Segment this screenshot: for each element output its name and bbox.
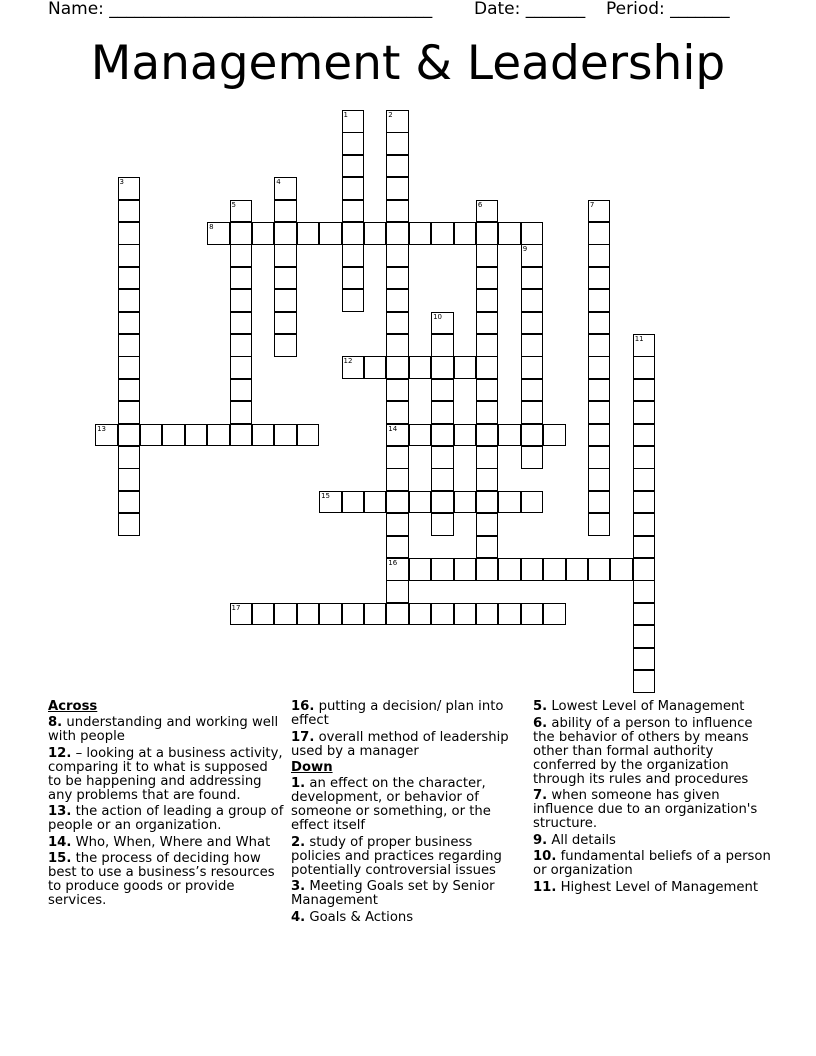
crossword-cell[interactable] [431, 356, 454, 379]
crossword-cell[interactable] [230, 289, 253, 312]
crossword-cell[interactable] [588, 334, 611, 357]
cell-number: 17 [231, 603, 241, 612]
crossword-cell[interactable] [521, 222, 544, 245]
crossword-cell[interactable] [633, 558, 656, 581]
crossword-cell[interactable] [476, 491, 499, 514]
crossword-cell[interactable] [498, 603, 521, 626]
crossword-cell[interactable] [543, 558, 566, 581]
down-heading: Down [291, 760, 333, 775]
crossword-cell[interactable] [476, 244, 499, 267]
crossword-cell[interactable] [386, 603, 409, 626]
crossword-cell[interactable] [342, 200, 365, 223]
crossword-cell[interactable] [476, 222, 499, 245]
crossword-cell[interactable] [230, 267, 253, 290]
crossword-cell[interactable] [431, 312, 454, 335]
date-field-label: Date: _______ [474, 0, 586, 19]
clue-down-2: 2. study of proper business policies and practices regarding potentially controversial issues [291, 834, 502, 878]
crossword-cell[interactable] [521, 603, 544, 626]
clue-down-10: 10. fundamental beliefs of a person or organization [533, 849, 771, 878]
crossword-cell[interactable] [588, 446, 611, 469]
crossword-cell[interactable] [297, 603, 320, 626]
crossword-cell[interactable] [342, 289, 365, 312]
crossword-cell[interactable] [633, 648, 656, 671]
crossword-cell[interactable] [342, 267, 365, 290]
crossword-cell[interactable] [252, 424, 275, 447]
crossword-cell[interactable] [342, 177, 365, 200]
crossword-cell[interactable] [386, 155, 409, 178]
crossword-cell[interactable] [409, 603, 432, 626]
crossword-cell[interactable] [364, 356, 387, 379]
crossword-cell[interactable] [521, 424, 544, 447]
crossword-cell[interactable] [386, 536, 409, 559]
crossword-cell[interactable] [454, 491, 477, 514]
crossword-cell[interactable] [476, 379, 499, 402]
name-field-label: Name: ______________________________________ [48, 0, 433, 19]
crossword-cell[interactable] [588, 200, 611, 223]
crossword-cell[interactable] [386, 446, 409, 469]
crossword-cell[interactable] [118, 379, 141, 402]
cell-number: 5 [231, 200, 236, 209]
clue-down-1: 1. an effect on the character, development, or behavior of someone or something, or the effect itself [291, 776, 491, 833]
crossword-cell[interactable] [498, 424, 521, 447]
crossword-cell[interactable] [118, 289, 141, 312]
clue-down-7: 7. when someone has given influence due to an organization's structure. [533, 788, 758, 831]
clue-column-3 [533, 700, 773, 897]
crossword-cell[interactable] [409, 491, 432, 514]
crossword-cell[interactable] [431, 468, 454, 491]
crossword-cell[interactable] [543, 424, 566, 447]
clue-across-13: 13. the action of leading a group of people or an organization. [48, 804, 284, 833]
cell-number: 16 [388, 559, 398, 567]
crossword-cell[interactable] [454, 356, 477, 379]
crossword-cell[interactable] [431, 513, 454, 536]
crossword-cell[interactable] [386, 334, 409, 357]
crossword-cell[interactable] [140, 424, 163, 447]
clue-across-8: 8. understanding and working well with people [48, 715, 279, 744]
crossword-cell[interactable] [274, 267, 297, 290]
crossword-cell[interactable] [633, 424, 656, 447]
crossword-cell[interactable] [342, 222, 365, 245]
crossword-cell[interactable] [409, 558, 432, 581]
crossword-cell[interactable] [118, 356, 141, 379]
cell-number: 13 [97, 424, 107, 433]
crossword-cell[interactable] [431, 603, 454, 626]
crossword-cell[interactable] [230, 244, 253, 267]
cell-number: 6 [477, 200, 483, 209]
crossword-cell[interactable] [386, 513, 409, 536]
crossword-cell[interactable] [521, 244, 544, 267]
crossword-cell[interactable] [386, 200, 409, 223]
crossword-cell[interactable] [588, 401, 611, 424]
cell-number: 8 [209, 223, 214, 231]
crossword-cell[interactable] [521, 289, 544, 312]
crossword-cell[interactable] [521, 312, 544, 335]
crossword-cell[interactable] [431, 401, 454, 424]
crossword-cell[interactable] [386, 424, 409, 447]
clue-down-11: 11. Highest Level of Management [533, 879, 759, 895]
crossword-cell[interactable] [274, 312, 297, 335]
crossword-cell[interactable] [364, 603, 387, 626]
crossword-cell[interactable] [319, 603, 342, 626]
clue-across-17: 17. overall method of leadership used by a manager [291, 729, 509, 759]
crossword-cell[interactable] [476, 312, 499, 335]
cell-number: 14 [388, 424, 398, 433]
crossword-cell[interactable] [633, 334, 656, 357]
crossword-cell[interactable] [610, 558, 633, 581]
crossword-cell[interactable] [118, 244, 141, 267]
crossword-cell[interactable] [95, 424, 118, 447]
crossword-cell[interactable] [521, 491, 544, 514]
crossword-cell[interactable] [588, 424, 611, 447]
crossword-cell[interactable] [342, 132, 365, 155]
crossword-cell[interactable] [566, 558, 589, 581]
crossword-cell[interactable] [588, 356, 611, 379]
crossword-cell[interactable] [386, 491, 409, 514]
crossword-cell[interactable] [431, 222, 454, 245]
crossword-cell[interactable] [633, 446, 656, 469]
crossword-cell[interactable] [431, 491, 454, 514]
crossword-cell[interactable] [633, 379, 656, 402]
clue-down-4: 4. Goals & Actions [291, 909, 414, 925]
crossword-cell[interactable] [342, 244, 365, 267]
cell-number: 7 [589, 200, 595, 209]
crossword-cell[interactable] [476, 267, 499, 290]
crossword-cell[interactable] [588, 289, 611, 312]
crossword-cell[interactable] [118, 267, 141, 290]
page-title: Management & Leadership [90, 36, 726, 91]
cell-number: 4 [276, 178, 281, 187]
crossword-cell[interactable] [118, 222, 141, 245]
crossword-cell[interactable] [118, 424, 141, 447]
crossword-cell[interactable] [521, 446, 544, 469]
cell-number: 15 [321, 491, 331, 500]
crossword-cell[interactable] [162, 424, 185, 447]
crossword-cell[interactable] [521, 401, 544, 424]
crossword-cell[interactable] [409, 222, 432, 245]
crossword-cell[interactable] [342, 356, 365, 379]
crossword-cell[interactable] [521, 379, 544, 402]
clue-across-16: 16. putting a decision/ plan into effect [291, 699, 504, 728]
crossword-cell[interactable] [633, 491, 656, 514]
crossword-cell[interactable] [118, 468, 141, 491]
crossword-cell[interactable] [454, 424, 477, 447]
cell-number: 12 [343, 357, 353, 366]
crossword-cell[interactable] [476, 200, 499, 223]
crossword-cell[interactable] [476, 289, 499, 312]
crossword-cell[interactable] [319, 222, 342, 245]
crossword-cell[interactable] [588, 312, 611, 335]
clue-column-1 [48, 700, 284, 911]
crossword-cell[interactable] [498, 491, 521, 514]
crossword-cell[interactable] [118, 401, 141, 424]
clue-across-14: 14. Who, When, Where and What [48, 834, 271, 850]
crossword-cell[interactable] [364, 222, 387, 245]
crossword-cell[interactable] [476, 356, 499, 379]
crossword-cell[interactable] [274, 177, 297, 200]
crossword-cell[interactable] [207, 424, 230, 447]
crossword-cell[interactable] [297, 222, 320, 245]
clue-down-3: 3. Meeting Goals set by Senior Management [291, 879, 495, 908]
crossword-cell[interactable] [274, 603, 297, 626]
crossword-cell[interactable] [476, 334, 499, 357]
clue-column-2 [291, 700, 525, 927]
crossword-cell[interactable] [319, 491, 342, 514]
crossword-cell[interactable] [633, 580, 656, 603]
crossword-cell[interactable] [230, 356, 253, 379]
crossword-cell[interactable] [521, 334, 544, 357]
crossword-cell[interactable] [386, 289, 409, 312]
crossword-cell[interactable] [386, 222, 409, 245]
crossword-cell[interactable] [274, 222, 297, 245]
crossword-cell[interactable] [498, 558, 521, 581]
crossword-cell[interactable] [274, 424, 297, 447]
crossword-cell[interactable] [386, 468, 409, 491]
cell-number: 11 [634, 335, 644, 343]
clue-down-5: 5. Lowest Level of Management [533, 699, 745, 714]
crossword-cell[interactable] [454, 222, 477, 245]
crossword-cell[interactable] [588, 513, 611, 536]
crossword-cell[interactable] [274, 244, 297, 267]
crossword-cell[interactable] [498, 222, 521, 245]
crossword-cell[interactable] [431, 558, 454, 581]
crossword-cell[interactable] [386, 244, 409, 267]
crossword-cell[interactable] [521, 267, 544, 290]
crossword-cell[interactable] [386, 580, 409, 603]
crossword-cell[interactable] [588, 379, 611, 402]
cell-number: 2 [388, 111, 393, 119]
cell-number: 1 [343, 111, 348, 119]
crossword-cell[interactable] [588, 558, 611, 581]
clue-down-6: 6. ability of a person to influence the behavior of others by means other than formal authority conferred by the organization through its rules and procedures [533, 715, 753, 787]
crossword-cell[interactable] [386, 177, 409, 200]
crossword-cell[interactable] [230, 379, 253, 402]
crossword-cell[interactable] [230, 401, 253, 424]
crossword-cell[interactable] [454, 558, 477, 581]
crossword-cell[interactable] [386, 312, 409, 335]
crossword-cell[interactable] [386, 110, 409, 133]
crossword-cell[interactable] [185, 424, 208, 447]
period-field-label: Period: _______ [606, 0, 730, 19]
clue-across-12: 12. – looking at a business activity, comparing it to what is supposed to be happening and addressing any problems that are found. [48, 745, 283, 803]
crossword-cell[interactable] [633, 513, 656, 536]
crossword-cell[interactable] [409, 356, 432, 379]
crossword-cell[interactable] [274, 289, 297, 312]
crossword-cell[interactable] [633, 625, 656, 648]
crossword-cell[interactable] [588, 244, 611, 267]
crossword-cell[interactable] [476, 558, 499, 581]
crossword-cell[interactable] [118, 334, 141, 357]
crossword-cell[interactable] [588, 468, 611, 491]
crossword-cell[interactable] [118, 446, 141, 469]
crossword-cell[interactable] [274, 334, 297, 357]
crossword-cell[interactable] [633, 603, 656, 626]
crossword-cell[interactable] [252, 603, 275, 626]
crossword-cell[interactable] [118, 177, 141, 200]
crossword-cell[interactable] [118, 312, 141, 335]
crossword-cell[interactable] [454, 603, 477, 626]
crossword-cell[interactable] [118, 491, 141, 514]
cell-number: 9 [522, 245, 528, 254]
crossword-cell[interactable] [476, 513, 499, 536]
crossword-cell[interactable] [230, 603, 253, 626]
crossword-cell[interactable] [386, 558, 409, 581]
crossword-cell[interactable] [543, 603, 566, 626]
crossword-cell[interactable] [476, 446, 499, 469]
clue-down-9: 9. All details [533, 832, 616, 848]
across-heading: Across [48, 699, 98, 714]
crossword-cell[interactable] [297, 424, 320, 447]
crossword-cell[interactable] [476, 424, 499, 447]
crossword-cell[interactable] [274, 200, 297, 223]
crossword-cell[interactable] [409, 424, 432, 447]
crossword-cell[interactable] [633, 356, 656, 379]
crossword-cell[interactable] [588, 491, 611, 514]
crossword-cell[interactable] [342, 155, 365, 178]
crossword-cell[interactable] [633, 536, 656, 559]
crossword-cell[interactable] [431, 334, 454, 357]
crossword-cell[interactable] [230, 200, 253, 223]
crossword-cell[interactable] [431, 379, 454, 402]
crossword-cell[interactable] [431, 446, 454, 469]
crossword-cell[interactable] [364, 491, 387, 514]
crossword-cell[interactable] [207, 222, 230, 245]
crossword-cell[interactable] [230, 424, 253, 447]
crossword-cell[interactable] [633, 670, 656, 693]
cell-number: 10 [433, 312, 443, 321]
crossword-cell[interactable] [521, 558, 544, 581]
crossword-cell[interactable] [252, 222, 275, 245]
crossword-cell[interactable] [342, 491, 365, 514]
crossword-cell[interactable] [633, 468, 656, 491]
crossword-cell[interactable] [476, 468, 499, 491]
clue-across-15: 15. the process of deciding how best to use a business’s resources to produce goods or provide services. [48, 851, 275, 908]
crossword-cell[interactable] [588, 222, 611, 245]
crossword-cell[interactable] [476, 401, 499, 424]
cell-number: 3 [119, 178, 124, 187]
crossword-cell[interactable] [521, 356, 544, 379]
crossword-cell[interactable] [386, 379, 409, 402]
crossword-cell[interactable] [588, 267, 611, 290]
crossword-cell[interactable] [386, 356, 409, 379]
crossword-cell[interactable] [118, 513, 141, 536]
crossword-cell[interactable] [386, 267, 409, 290]
crossword-cell[interactable] [118, 200, 141, 223]
crossword-cell[interactable] [476, 603, 499, 626]
crossword-cell[interactable] [476, 536, 499, 559]
crossword-cell[interactable] [230, 312, 253, 335]
crossword-cell[interactable] [386, 401, 409, 424]
crossword-cell[interactable] [386, 132, 409, 155]
crossword-cell[interactable] [230, 222, 253, 245]
crossword-cell[interactable] [342, 110, 365, 133]
crossword-cell[interactable] [431, 424, 454, 447]
crossword-cell[interactable] [230, 334, 253, 357]
crossword-cell[interactable] [342, 603, 365, 626]
crossword-cell[interactable] [633, 401, 656, 424]
